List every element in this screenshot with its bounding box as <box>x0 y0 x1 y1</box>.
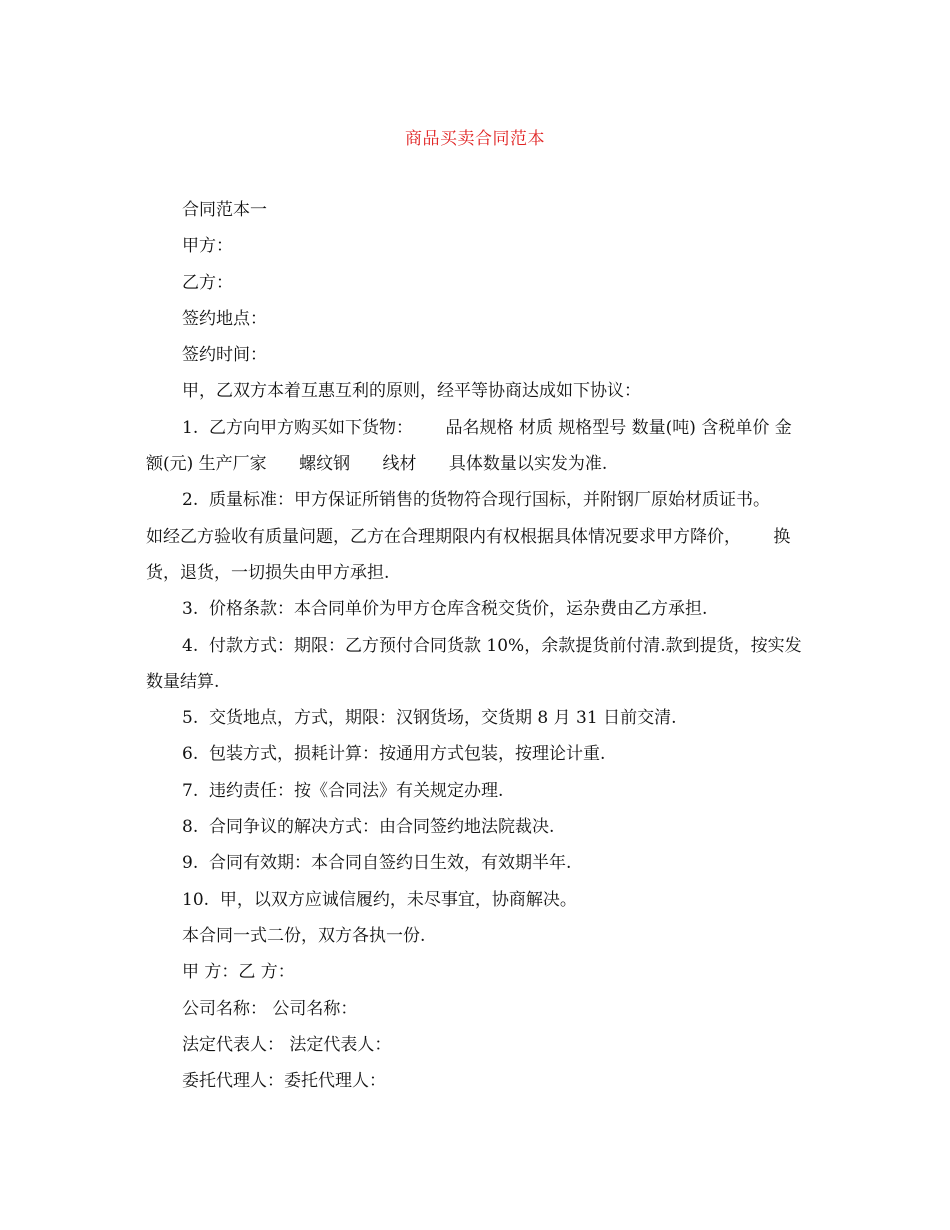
clause-6: 6. 包装方式，损耗计算：按通用方式包装，按理论计重. <box>182 744 606 765</box>
legal-representative-field: 法定代表人： 法定代表人： <box>182 1034 392 1055</box>
party-a-field: 甲方： <box>182 236 233 257</box>
clause-10: 10. 甲，以双方应诚信履约，未尽事宜，协商解决。 <box>182 889 577 910</box>
document-body <box>146 192 835 1099</box>
clause-1: 1. 乙方向甲方购买如下货物： 品名规格 材质 规格型号 数量(吨) 含税单价 金额(元) 生产厂家 螺纹钢 线材 具体数量以实发为准. <box>146 417 792 475</box>
copies-statement: 本合同一式二份，双方各执一份. <box>182 925 426 946</box>
clause-2: 2. 质量标准：甲方保证所销售的货物符合现行国标，并附钢厂原始材质证书。 如经乙方验收有质量问题，乙方在合理期限内有权根据具体情况要求甲方降价， 换货，退货，一切损失由甲方承担. <box>146 490 803 583</box>
clause-5: 5. 交货地点，方式，期限：汉钢货场，交货期 8 月 31 日前交清. <box>182 708 677 729</box>
party-b-field: 乙方： <box>182 272 233 293</box>
authorized-agent-field: 委托代理人：委托代理人： <box>182 1071 386 1092</box>
clause-9: 9. 合同有效期：本合同自签约日生效，有效期半年. <box>182 853 572 874</box>
sign-place-field: 签约地点： <box>182 308 267 329</box>
clause-8: 8. 合同争议的解决方式：由合同签约地法院裁决. <box>182 817 555 838</box>
contract-heading: 合同范本一 <box>182 200 267 220</box>
signature-parties: 甲 方：乙 方： <box>182 962 295 983</box>
clause-4: 4. 付款方式：期限：乙方预付合同货款 10%，余款提货前付清.款到提货，按实发 数量结算. <box>146 635 835 692</box>
intro-paragraph: 甲，乙双方本着互惠互利的原则，经平等协商达成如下协议： <box>182 381 641 402</box>
document-title: 商品买卖合同范本 <box>405 129 545 149</box>
company-name-field: 公司名称： 公司名称： <box>182 998 358 1019</box>
clause-7: 7. 违约责任：按《合同法》有关规定办理. <box>182 780 504 801</box>
sign-time-field: 签约时间： <box>182 345 267 366</box>
clause-3: 3. 价格条款：本合同单价为甲方仓库含税交货价，运杂费由乙方承担. <box>182 599 708 620</box>
